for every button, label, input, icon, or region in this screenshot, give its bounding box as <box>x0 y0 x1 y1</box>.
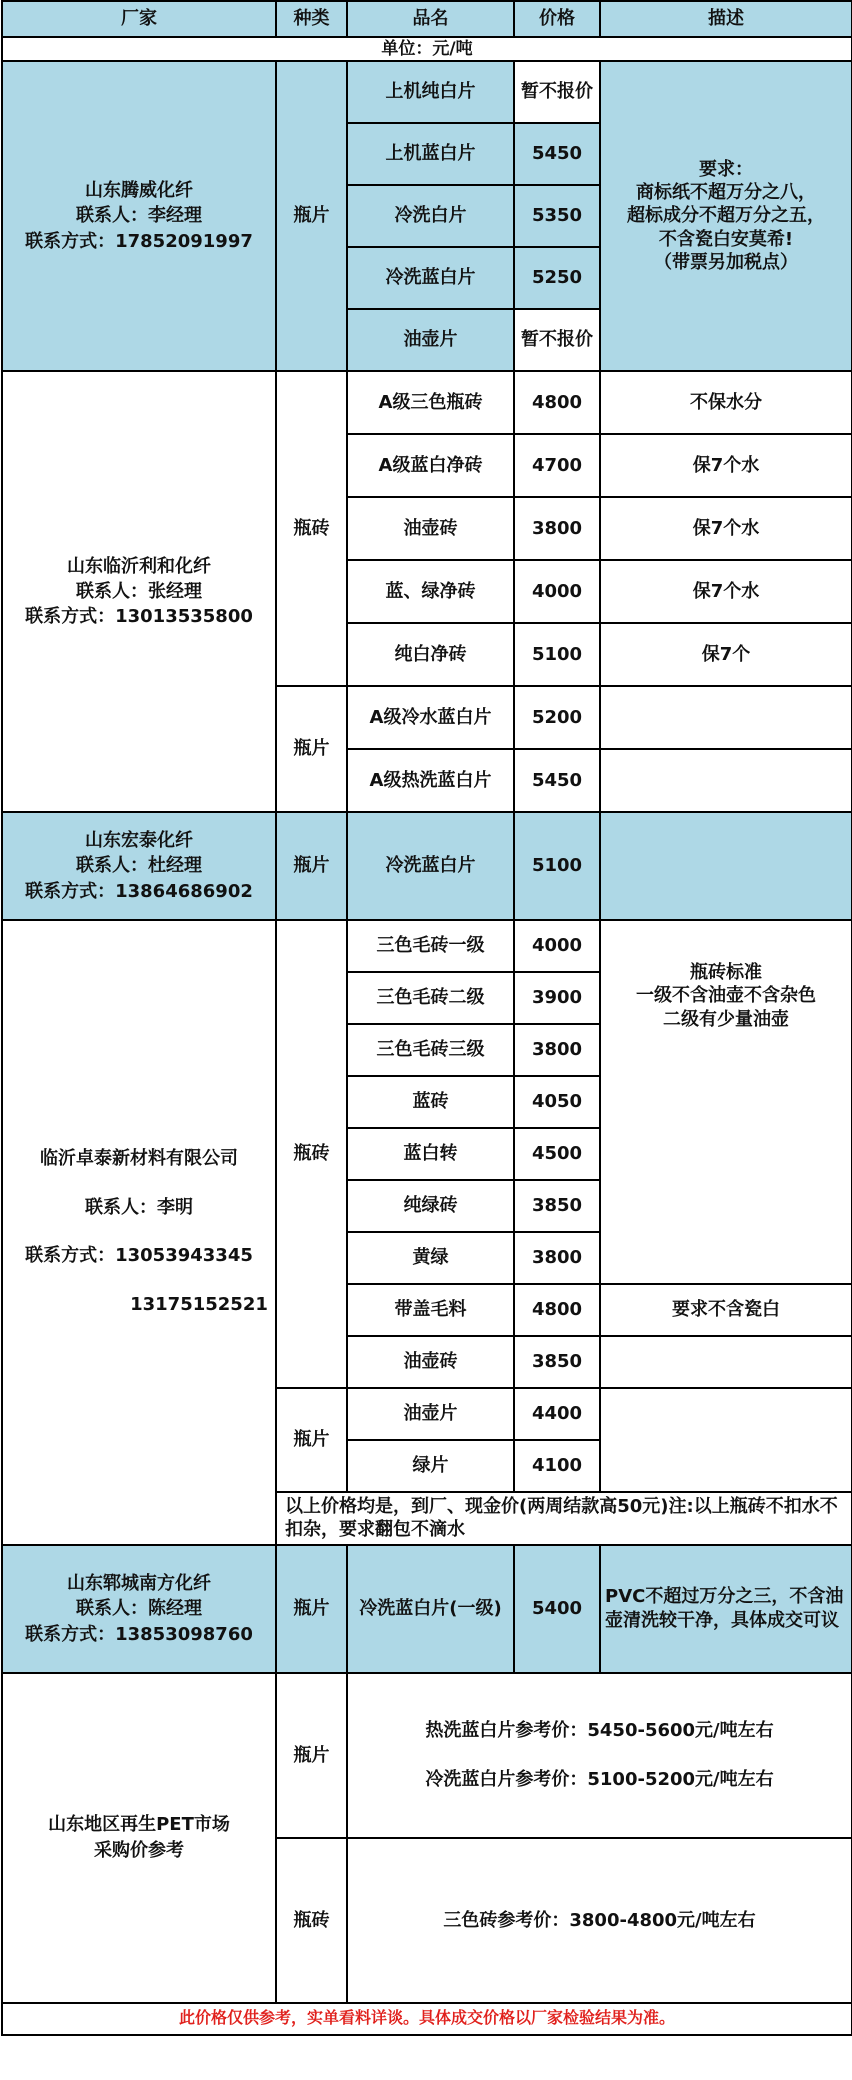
header-maker: 厂家 <box>2 1 276 37</box>
desc-line: 超标成分不超万分之五， <box>627 205 825 227</box>
product-name: 纯白净砖 <box>347 623 514 686</box>
supplier-phone: 联系方式：13053943345 <box>25 1245 253 1267</box>
supplier-contact: 联系人：杜经理 <box>76 855 202 877</box>
unit-row <box>2 37 852 61</box>
supplier-contact: 联系人：陈经理 <box>76 1598 202 1620</box>
desc-line: 瓶砖标准 <box>690 962 762 984</box>
product-name: 纯绿砖 <box>347 1180 514 1232</box>
product-name: 冷洗蓝白片 <box>347 812 514 920</box>
product-name: 油壶砖 <box>347 1336 514 1388</box>
category-cell: 瓶片 <box>276 812 347 920</box>
desc-line: 不含瓷白安莫希! <box>658 228 794 250</box>
product-name: 油壶片 <box>347 1388 514 1440</box>
market-name: 山东地区再生PET市场 <box>48 1814 230 1836</box>
unit-label: 单位：元/吨 <box>2 37 852 61</box>
header-desc: 描述 <box>600 1 852 37</box>
category-cell: 瓶砖 <box>276 1838 347 2003</box>
category-cell: 瓶片 <box>276 1388 347 1492</box>
desc-line: 要求： <box>699 158 753 180</box>
supplier-name: 山东临沂利和化纤 <box>67 555 211 577</box>
table-row <box>2 1545 852 1673</box>
product-price: 4800 <box>514 371 600 434</box>
product-price: 5100 <box>514 812 600 920</box>
product-desc <box>600 812 852 920</box>
desc-line: 一级不含油壶不含杂色 <box>636 985 816 1007</box>
product-name: A级三色瓶砖 <box>347 371 514 434</box>
product-name: 油壶片 <box>347 309 514 371</box>
product-desc <box>600 1388 852 1492</box>
table-row <box>2 1673 852 1838</box>
category-cell: 瓶砖 <box>276 920 347 1388</box>
market-subtitle: 采购价参考 <box>94 1839 184 1861</box>
price-table <box>1 0 852 2036</box>
product-name: A级蓝白净砖 <box>347 434 514 497</box>
product-desc: 保7个 <box>600 623 852 686</box>
product-name: 带盖毛料 <box>347 1284 514 1336</box>
category-cell: 瓶砖 <box>276 371 347 686</box>
product-price: 3850 <box>514 1336 600 1388</box>
product-name: 蓝、绿净砖 <box>347 560 514 623</box>
header-price: 价格 <box>514 1 600 37</box>
product-price: 5250 <box>514 247 600 309</box>
product-name: 上机纯白片 <box>347 61 514 123</box>
supplier-4-brick-desc <box>600 920 852 1284</box>
market-flake-refs <box>347 1673 852 1838</box>
product-price: 3800 <box>514 497 600 560</box>
product-price: 4050 <box>514 1076 600 1128</box>
product-desc: 保7个水 <box>600 434 852 497</box>
product-desc: 不保水分 <box>600 371 852 434</box>
product-price: 4000 <box>514 920 600 972</box>
header-row <box>2 1 852 37</box>
product-name: A级冷水蓝白片 <box>347 686 514 749</box>
product-desc <box>600 686 852 749</box>
desc-line: 二级有少量油壶 <box>663 1008 789 1030</box>
supplier-4-brick-desc-2: 要求不含瓷白 <box>600 1284 852 1336</box>
product-name: A级热洗蓝白片 <box>347 749 514 812</box>
header-product: 品名 <box>347 1 514 37</box>
product-price: 暂不报价 <box>514 61 600 123</box>
table-row <box>2 920 852 972</box>
product-desc: PVC不超过万分之三，不含油壶清洗较干净，具体成交可议 <box>600 1545 852 1673</box>
product-price: 5450 <box>514 123 600 185</box>
product-price: 4800 <box>514 1284 600 1336</box>
supplier-name: 山东宏泰化纤 <box>85 830 193 851</box>
product-name: 黄绿 <box>347 1232 514 1284</box>
product-name: 三色毛砖二级 <box>347 972 514 1024</box>
product-name: 三色毛砖三级 <box>347 1024 514 1076</box>
desc-line: 商标纸不超万分之八， <box>636 182 816 203</box>
supplier-4-info <box>2 920 276 1545</box>
product-price: 4400 <box>514 1388 600 1440</box>
supplier-phone-2: 13175152521 <box>130 1294 268 1316</box>
product-price: 5100 <box>514 623 600 686</box>
product-desc <box>600 1336 852 1388</box>
product-price: 3800 <box>514 1232 600 1284</box>
product-name: 蓝砖 <box>347 1076 514 1128</box>
supplier-name: 临沂卓泰新材料有限公司 <box>40 1147 238 1169</box>
category-cell: 瓶片 <box>276 61 347 371</box>
desc-line: （带票另加税点） <box>654 252 798 274</box>
supplier-phone: 联系方式：17852091997 <box>25 230 253 252</box>
supplier-contact: 联系人：张经理 <box>76 580 202 602</box>
product-price: 3850 <box>514 1180 600 1232</box>
product-name: 冷洗蓝白片 <box>347 247 514 309</box>
ref-line: 冷洗蓝白片参考价：5100-5200元/吨左右 <box>425 1769 774 1791</box>
product-desc: 保7个水 <box>600 560 852 623</box>
supplier-phone: 联系方式：13013535800 <box>25 606 253 628</box>
product-name: 蓝白转 <box>347 1128 514 1180</box>
product-price: 4700 <box>514 434 600 497</box>
category-cell: 瓶片 <box>276 1545 347 1673</box>
supplier-5-info <box>2 1545 276 1673</box>
product-price: 5200 <box>514 686 600 749</box>
header-category: 种类 <box>276 1 347 37</box>
category-cell: 瓶片 <box>276 686 347 812</box>
product-desc: 保7个水 <box>600 497 852 560</box>
product-price: 3800 <box>514 1024 600 1076</box>
supplier-phone: 联系方式：13853098760 <box>25 1623 253 1645</box>
product-price: 4500 <box>514 1128 600 1180</box>
product-name: 油壶砖 <box>347 497 514 560</box>
product-price: 5450 <box>514 749 600 812</box>
table-row <box>2 371 852 434</box>
market-brick-ref: 三色砖参考价：3800-4800元/吨左右 <box>347 1838 852 2003</box>
supplier-1-info <box>2 61 276 371</box>
ref-line: 热洗蓝白片参考价：5450-5600元/吨左右 <box>425 1719 774 1741</box>
footer-disclaimer: 此价格仅供参考，实单看料详谈。具体成交价格以厂家检验结果为准。 <box>2 2003 852 2035</box>
supplier-1-desc <box>600 61 852 371</box>
supplier-name: 山东腾威化纤 <box>85 180 193 201</box>
footer-row <box>2 2003 852 2035</box>
product-name: 三色毛砖一级 <box>347 920 514 972</box>
supplier-4-note: 以上价格均是，到厂、现金价(两周结款高50元)注:以上瓶砖不扣水不扣杂，要求翻包不滴水 <box>276 1492 852 1545</box>
product-price: 5350 <box>514 185 600 247</box>
supplier-contact: 联系人：李明 <box>85 1196 193 1218</box>
supplier-2-info <box>2 371 276 812</box>
supplier-name: 山东郓城南方化纤 <box>67 1572 211 1594</box>
table-row <box>2 61 852 123</box>
market-info <box>2 1673 276 2003</box>
supplier-contact: 联系人：李经理 <box>76 205 202 227</box>
supplier-3-info <box>2 812 276 920</box>
product-price: 4100 <box>514 1440 600 1492</box>
supplier-phone: 联系方式：13864686902 <box>25 880 253 902</box>
product-price: 3900 <box>514 972 600 1024</box>
table-row <box>2 812 852 920</box>
product-name: 绿片 <box>347 1440 514 1492</box>
product-name: 冷洗白片 <box>347 185 514 247</box>
product-price: 5400 <box>514 1545 600 1673</box>
category-cell: 瓶片 <box>276 1673 347 1838</box>
product-name: 上机蓝白片 <box>347 123 514 185</box>
product-name: 冷洗蓝白片(一级) <box>347 1545 514 1673</box>
product-desc <box>600 749 852 812</box>
product-price: 暂不报价 <box>514 309 600 371</box>
product-price: 4000 <box>514 560 600 623</box>
